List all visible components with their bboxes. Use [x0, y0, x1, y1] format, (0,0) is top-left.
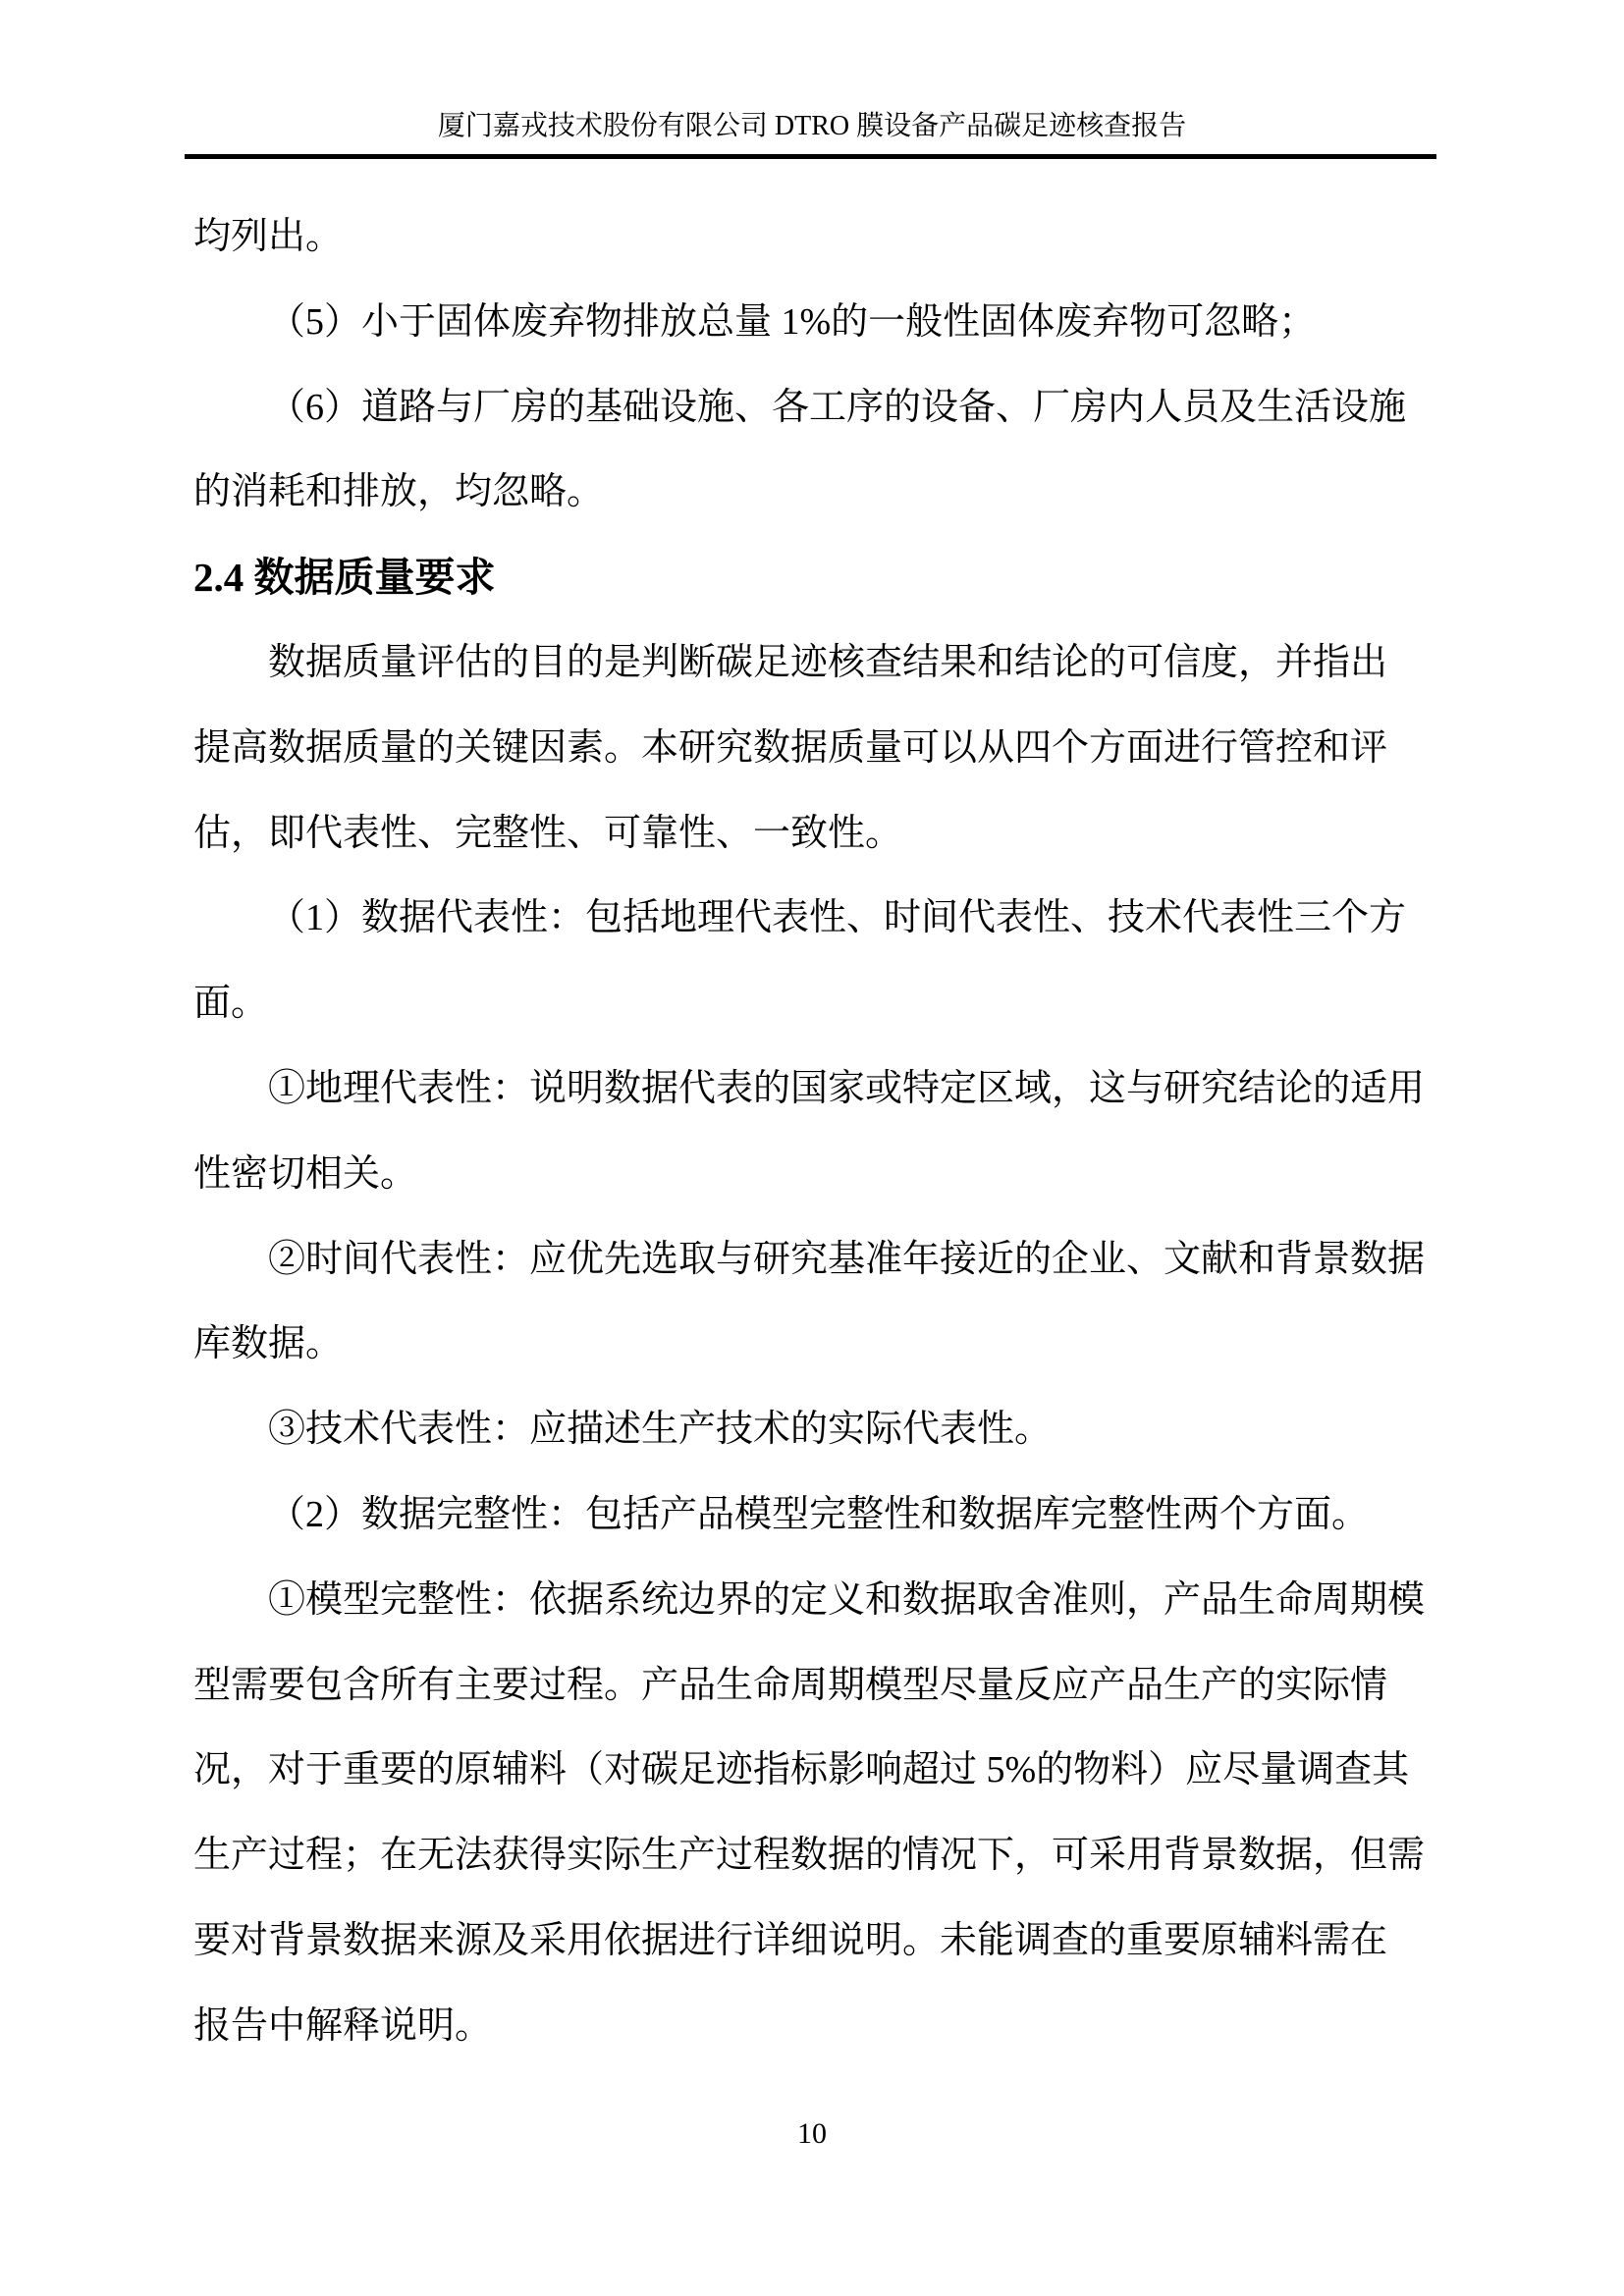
text-line: （5）小于固体废弃物排放总量 1%的一般性固体废弃物可忽略；: [268, 300, 1317, 343]
text-line: 性密切相关。: [193, 1152, 418, 1195]
text-line: 报告中解释说明。: [193, 2004, 493, 2047]
text-line: 提高数据质量的关键因素。本研究数据质量可以从四个方面进行管控和评: [193, 726, 1388, 769]
text-line: 型需要包含所有主要过程。产品生命周期模型尽量反应产品生产的实际情: [193, 1664, 1388, 1706]
text-line: 要对背景数据来源及采用依据进行详细说明。未能调查的重要原辅料需在: [193, 1919, 1388, 1961]
text-line: ③技术代表性：应描述生产技术的实际代表性。: [268, 1409, 1053, 1451]
text-line: （2）数据完整性：包括产品模型完整性和数据库完整性两个方面。: [268, 1493, 1370, 1535]
header-rule: [185, 154, 1436, 159]
text-line: 数据质量评估的目的是判断碳足迹核查结果和结论的可信度，并指出: [268, 641, 1388, 683]
text-line: 的消耗和排放，均忽略。: [193, 471, 605, 513]
document-header-title: 厦门嘉戎技术股份有限公司 DTRO 膜设备产品碳足迹核查报告: [437, 111, 1187, 141]
text-line: （6）道路与厂房的基础设施、各工序的设备、厂房内人员及生活设施: [268, 386, 1407, 428]
text-line: 库数据。: [193, 1323, 344, 1365]
text-line: ①模型完整性：依据系统边界的定义和数据取舍准则，产品生命周期模: [268, 1578, 1426, 1621]
page-number: 10: [797, 2117, 827, 2150]
text-line: 估，即代表性、完整性、可靠性、一致性。: [193, 812, 903, 854]
text-line: （1）数据代表性：包括地理代表性、时间代表性、技术代表性三个方: [268, 897, 1407, 939]
section-heading: 2.4 数据质量要求: [193, 555, 496, 601]
text-line: ①地理代表性：说明数据代表的国家或特定区域，这与研究结论的适用: [268, 1067, 1426, 1109]
text-line: 面。: [193, 983, 269, 1025]
text-line: ②时间代表性：应优先选取与研究基准年接近的企业、文献和背景数据: [268, 1238, 1426, 1280]
document-body: [193, 194, 1436, 2069]
text-line: 况，对于重要的原辅料（对碳足迹指标影响超过 5%的物料）应尽量调查其: [193, 1749, 1410, 1791]
text-line: 生产过程；在无法获得实际生产过程数据的情况下，可采用背景数据，但需: [193, 1835, 1426, 1877]
text-line: 均列出。: [193, 216, 344, 257]
